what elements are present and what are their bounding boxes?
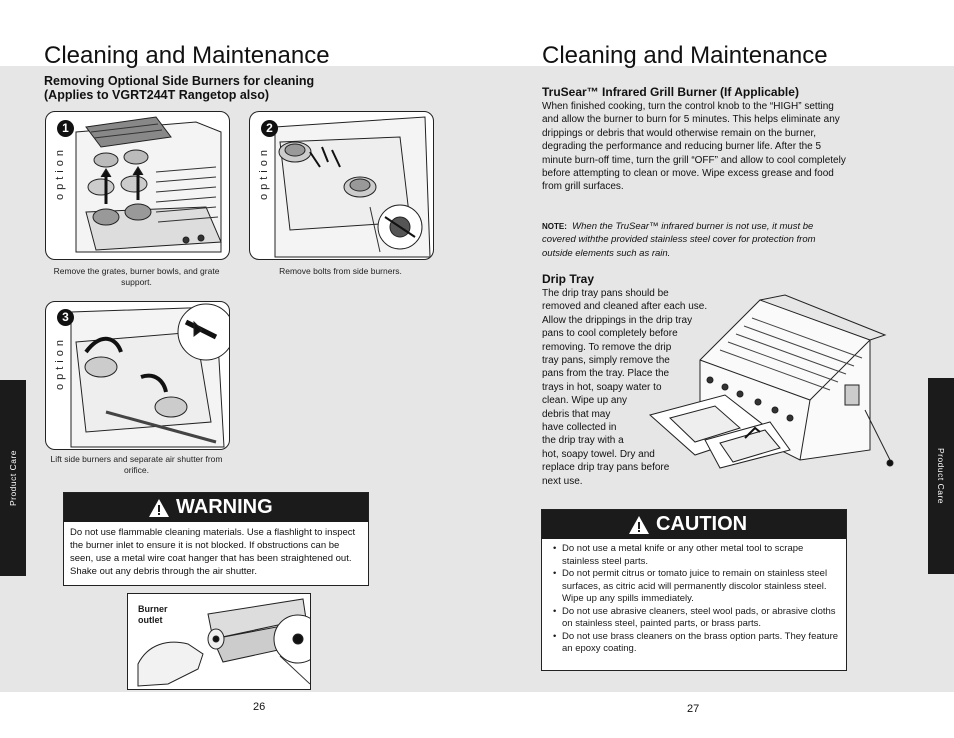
trusear-heading: TruSear™ Infrared Grill Burner (If Applicable) (542, 85, 799, 99)
warning-triangle-icon (148, 498, 170, 518)
caution-triangle-icon (628, 515, 650, 535)
caution-item: • Do not permit citrus or tomato juice to remain on stainless steel surfaces, as citric acid will permanently discolor stainless steel. Wipe up any spills immediately. (562, 568, 840, 606)
option-label-2: option (258, 146, 270, 200)
drip-tray-line: removing. To remove the drip (542, 341, 672, 353)
trusear-text: When finished cooking, turn the control knob to the “HIGH” setting and allow the burner to burn for 5 minutes. This helps eliminate any drippings or debris that would otherwise remain on the burner, degrading the performance and reducing burner life. After the 5 minute burn-off time, turn the grill “OFF” and allow to cool completely before attempting to clean or move. Wipe excess grease and food from grill surfaces. (542, 101, 846, 193)
drip-tray-line: the drip tray with a (542, 435, 624, 447)
caution-body (542, 539, 846, 660)
caption-panel-1: Remove the grates, burner bowls, and grate support. (53, 266, 220, 287)
grill-drip-tray-illustration (640, 290, 900, 490)
caution-header (542, 510, 846, 539)
page-title-left: Cleaning and Maintenance (44, 42, 330, 69)
remove-bolts-illustration (250, 112, 433, 259)
step-number-1: 1 (57, 120, 74, 137)
drip-tray-line: pans to cool completely before (542, 328, 678, 340)
step-number-2: 2 (261, 120, 278, 137)
caution-item: • Do not use brass cleaners on the brass option parts. They feature an epoxy coating. (562, 631, 840, 656)
option-label-3: option (54, 336, 66, 390)
option-label-1: option (54, 146, 66, 200)
subheading-line-2: (Applies to VGRT244T Rangetop also) (44, 88, 270, 102)
page-title-right: Cleaning and Maintenance (542, 42, 828, 69)
caution-item: • Do not use a metal knife or any other metal tool to scrape stainless steel parts. (562, 543, 840, 568)
drip-tray-line: debris that may (542, 408, 611, 420)
illustration-panel-1 (45, 111, 230, 260)
drip-tray-heading: Drip Tray (542, 272, 595, 286)
caution-list (552, 543, 840, 656)
remove-grates-illustration (46, 112, 229, 259)
warning-header (64, 493, 368, 522)
drip-tray-line: Allow the drippings in the drip tray (542, 314, 693, 326)
illustration-panel-2 (249, 111, 434, 260)
subheading-line-1: Removing Optional Side Burners for cleaning (44, 74, 315, 88)
burner-outlet-label: Burner outlet (138, 604, 168, 625)
drip-tray-line: next use. (542, 475, 583, 487)
caption-panel-3: Lift side burners and separate air shutter from orifice. (50, 454, 223, 475)
illustration-panel-3 (45, 301, 230, 450)
warning-text: Do not use flammable cleaning materials. Use a flashlight to inspect the burner inlet to ensure it is not blocked. If obstructions can be seen, use a metal wire coat hanger that has been straightened out. Shake out any debris through the air shutter. (70, 527, 356, 577)
note-label: NOTE: (542, 222, 567, 231)
side-tab-label: Product Care (936, 447, 946, 505)
warning-title: WARNING (176, 496, 273, 518)
drip-tray-line: have collected in (542, 422, 617, 434)
trusear-note (542, 220, 847, 260)
page-number-left: 26 (253, 701, 266, 713)
side-burner-subheading (44, 74, 314, 102)
drip-tray-line: hot, soapy towel. Dry and (542, 448, 655, 460)
drip-tray-line: trays in hot, soapy water to (542, 381, 662, 393)
caution-title: CAUTION (656, 513, 748, 535)
drip-tray-line: pans from the tray. Place the (542, 368, 670, 380)
caption-panel-2: Remove bolts from side burners. (279, 266, 402, 276)
caution-item: • Do not use abrasive cleaners, steel wool pads, or abrasive cloths on stainless steel, painted parts, or brass parts. (562, 606, 840, 631)
lift-burners-illustration (46, 302, 229, 449)
drip-tray-line: replace drip tray pans before (542, 462, 670, 474)
step-number-3: 3 (57, 309, 74, 326)
drip-tray-line: removed and cleaned after each use. (542, 301, 708, 313)
side-tab-label: Product Care (8, 449, 18, 507)
drip-tray-line: tray pans, simply remove the (542, 355, 670, 367)
drip-tray-line: clean. Wipe up any (542, 395, 628, 407)
note-text: When the TruSear™ infrared burner is not use, it must be covered withthe provided stainless steel cover for protection from outside elements such as rain. (542, 221, 816, 259)
side-tab-left (0, 380, 26, 576)
burner-outlet-illustration (127, 593, 311, 690)
caution-box (541, 509, 847, 671)
warning-box (63, 492, 369, 586)
page-number-right: 27 (687, 703, 700, 715)
drip-tray-line: The drip tray pans should be (542, 288, 669, 299)
side-tab-right (928, 378, 954, 574)
